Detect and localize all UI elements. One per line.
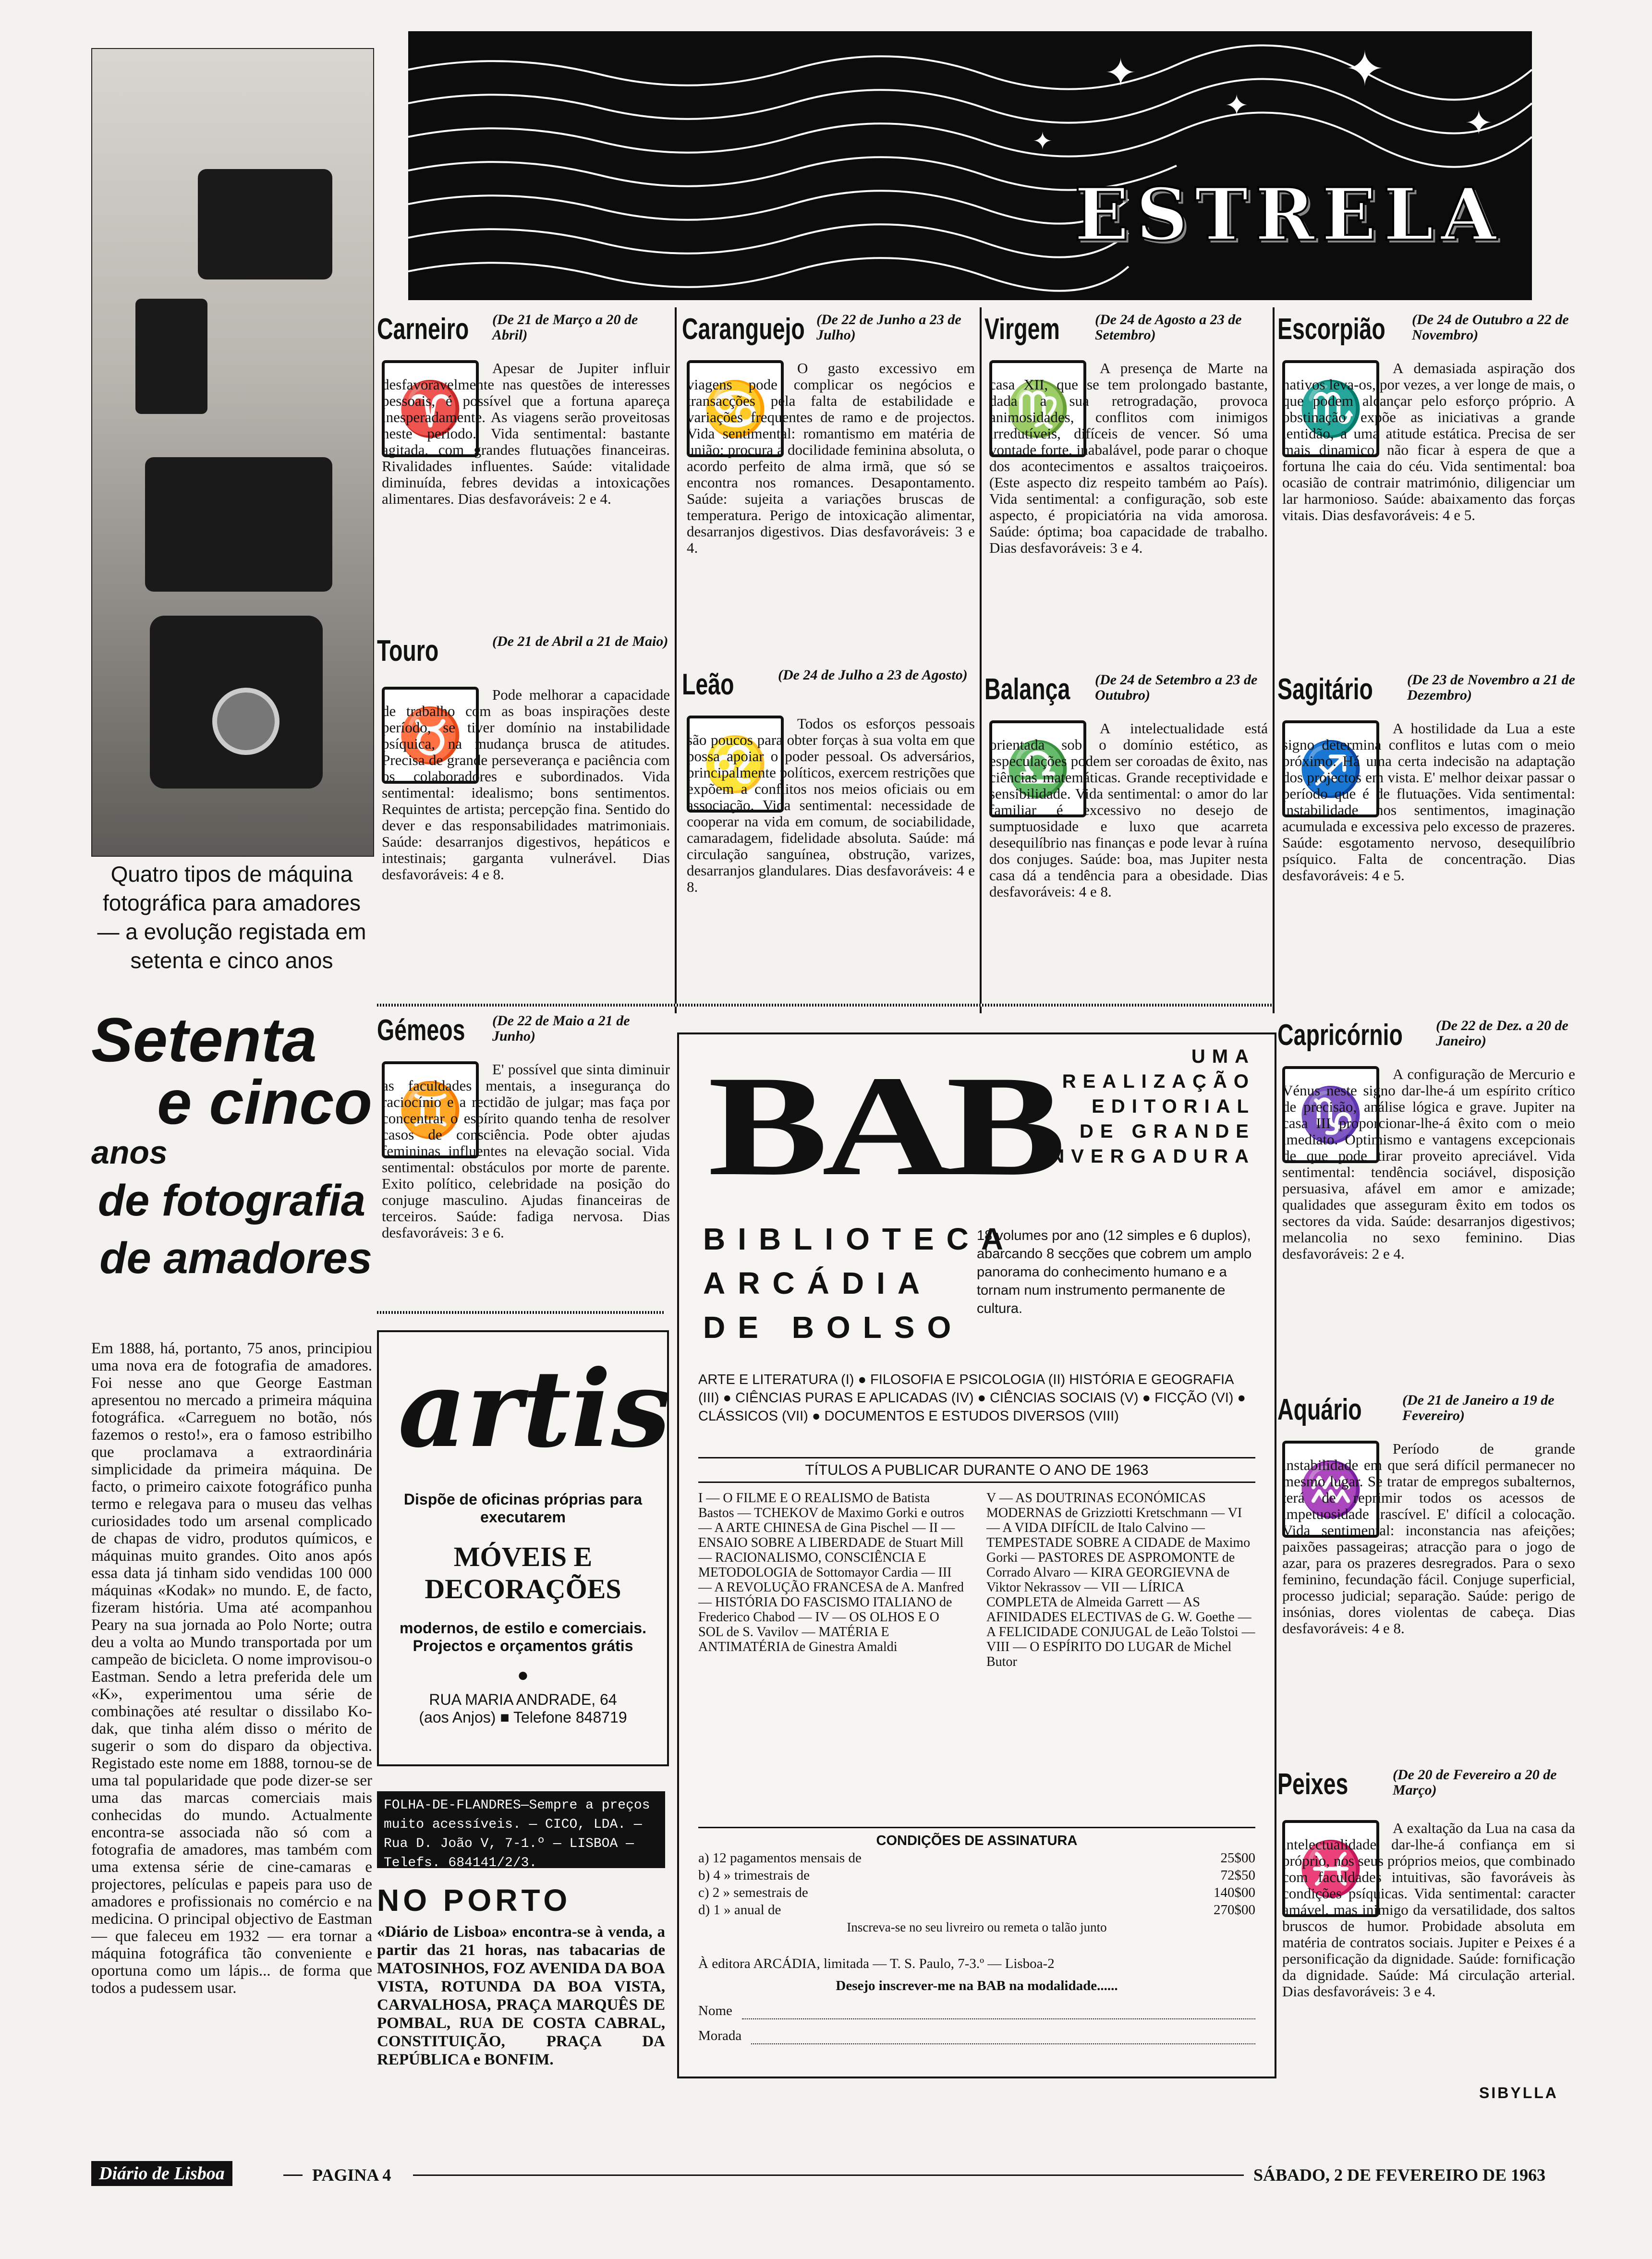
footer-rule xyxy=(413,2174,1244,2176)
gemini-icon: ♊ xyxy=(382,1061,479,1158)
artis-phone: (aos Anjos) ■ Telefone 848719 xyxy=(419,1709,627,1726)
sign-text: Todos os esforços pessoais são poucos para obter forças à sua volta em que possa apoiar o poder pessoal. Os adversários, principalmente políticos, exercem restrições que expõem a conflitos nos meios oficiais ou em associação. Vida sentimental: necessidade de cooperar na vida em comum, de sociabilidade, camaradagem, fidelidade absoluta. Saúde: má circulação sanguínea, obstrução, varizes, desarranjos glandulares. Dias desfavoráveis: 4 e 8. xyxy=(687,716,975,895)
biblio-line: ARCÁDIA xyxy=(703,1266,933,1300)
bab-title xyxy=(703,1217,1016,1349)
star-icon: ✦ xyxy=(1465,105,1493,142)
star-icon: ✦ xyxy=(1032,128,1053,155)
sign-date: (De 22 de Dez. a 20 de Janeiro) xyxy=(1436,1018,1568,1049)
sign-date: (De 21 de Março a 20 de Abril) xyxy=(492,312,638,343)
taurus-icon: ♉ xyxy=(382,687,479,784)
footer-rule xyxy=(283,2174,303,2176)
artis-line-3: modernos, de estilo e comerciais. Projectos e orçamentos grátis xyxy=(400,1619,646,1654)
page-footer xyxy=(91,2161,1580,2190)
sign-name: Gémeos xyxy=(377,1014,465,1047)
sign-sagitario xyxy=(1277,672,1575,999)
bab-titles-left: I — O FILME E O REALISMO de Batista Bastos — TCHEKOV de Maximo Gorki e outros — A ARTE CHINESA de Gina Pischel — II — ENSAIO SOBRE A LIBERDADE de Stuart Mill — RACIONALISMO, CONSCIÊNCIA E METODOLOGIA de Sottomayor Cardia — III — A REVOLUÇÃO FRANCESA de A. Manfred — HISTÓRIA DO FASCISMO ITALIANO de Frederico Chabod — IV — OS OLHOS E O SOL de S. Vavilov — MATÉRIA E ANTIMATÉRIA de Ginestra Amaldi xyxy=(698,1491,964,1654)
section-divider xyxy=(377,1311,665,1314)
conditions-note: Inscreva-se no seu livreiro ou remeta o talão junto xyxy=(847,1920,1107,1934)
sign-touro xyxy=(377,634,670,970)
headline-line-3: anos xyxy=(91,1134,168,1171)
editor-address: À editora ARCÁDIA, limitada — T. S. Paulo, 7-3.º — Lisboa-2 xyxy=(698,1956,1055,1971)
artis-address: RUA MARIA ANDRADE, 64 xyxy=(429,1691,617,1708)
page-number: PAGINA 4 xyxy=(312,2165,391,2185)
article-headline xyxy=(91,1005,372,1287)
biblio-line: DE BOLSO xyxy=(703,1310,964,1345)
condition-label: d) 1 » anual de xyxy=(698,1902,781,1918)
headline-line-2: e cinco xyxy=(157,1067,372,1137)
sign-name: Caranguejo xyxy=(682,313,805,346)
sign-text: A presença de Marte na casa XII, que se tem prolongado bastante, dada a sua retrogradação, provoca animosidades, conflitos com inimigos irredutíveis, difíceis de vencer. Só uma vontade forte, inabalável, pode parar o choque dos acontecimentos e assaltos traiçoeiros. (Este aspecto diz respeito também ao País). Vida sentimental: a configuração, sob este aspecto, é propiciatória na vida amorosa. Saúde: óptima; boa capacidade de trabalho. Dias desfavoráveis: 3 e 4. xyxy=(989,360,1268,556)
sign-text: A intelectualidade está orientada sob o domínio estético, as especulações podem ser coroadas de êxito, nas ciências matemáticas. Grande receptividade e sensibilidade. Vida sentimental: o amor do lar familiar é excessivo no desejo de sumptuosidade e luxo que acarreta desequilíbrio nas finanças e pode levar à ruína dos conjuges. Saúde: boa, mas Jupiter nesta casa dá a tendência para a obesidade. Dias desfavoráveis: 4 e 8. xyxy=(989,720,1268,900)
sign-escorpiao xyxy=(1277,312,1575,648)
condition-row xyxy=(698,1849,1255,1867)
article-body: Em 1888, há, portanto, 75 anos, principiou uma nova era de fotografia de amadores. Foi nesse ano que George Eastman apresentou no mercado a primeira máquina fotográfica. «Carreguem no botão, nós fazemos o resto!», era o famoso estribilho que proclamava a extraordinária simplicidade da primeira máquina. De facto, o primeiro caixote fotográfico punha termo e relegava para o museu das velhas curiosidades todo um arsenal complicado de chapas de vidro, produtos químicos, e máquinas muito grandes. Oito anos após essa data já tinham sido vendidas 100 000 máquinas «Kodak» no mundo. E, de facto, fizeram história. Uma até acompanhou Peary na sua jornada ao Polo Norte; outra deu a volta ao Mundo transportada por um campeão de bicicleta. O nome improvisou-o Eastman. Sendo a letra preferida dele um «K», experimentou uma série de combinações até resultar o dissilabo Ko-dak, que tinha além disso o mérito de sugerir o som do disparo da objectiva. Registado este nome em 1888, tornou-se de uma tal popularidade que pode dizer-se ser uma das marcas comerciais mais conhecidas do mundo. Actualmente encontra-se associada não só com a fotografia de amadores, mas também com uma extensa série de cine-camaras e projectores, películas e papeis para uso de amadores e profissionais no comércio e na medicina. O principal objectivo de Eastman — que faleceu em 1932 — era tornar a máquina fotográfica tão conveniente e oportuna como um lápis... de forma que todos a pudessem usar. xyxy=(91,1340,372,1997)
bab-conditions xyxy=(698,1827,1255,2044)
sign-caranguejo xyxy=(682,312,975,648)
headline-line-4: de fotografia xyxy=(97,1176,366,1225)
column-divider xyxy=(675,307,677,1013)
sign-date: (De 22 de Junho a 23 de Julho) xyxy=(816,312,961,343)
name-row xyxy=(698,2002,1255,2019)
sign-aquario xyxy=(1277,1393,1575,1738)
bab-titles-header: TÍTULOS A PUBLICAR DURANTE O ANO DE 1963 xyxy=(698,1457,1255,1483)
sign-capricornio xyxy=(1277,1018,1575,1364)
sign-date: (De 21 de Janeiro a 19 de Fevereiro) xyxy=(1402,1392,1555,1423)
star-icon: ✦ xyxy=(1345,43,1385,96)
condition-row xyxy=(698,1901,1255,1919)
section-divider xyxy=(377,1004,1273,1007)
tagline-line: DE GRANDE xyxy=(1079,1121,1255,1142)
bab-advertisement xyxy=(677,1032,1276,2078)
artis-logo: artis xyxy=(398,1347,671,1471)
artis-line-2: MÓVEIS E DECORAÇÕES xyxy=(425,1541,621,1604)
lens-icon xyxy=(212,688,279,755)
sign-peixes xyxy=(1277,1767,1575,2079)
sign-text: E' possível que sinta diminuir as faculdades mentais, a insegurança do raciocínio e a rectidão de julgar; mas faça por concentrar o espírito quando tenha de resolver casos de consciência. Pode obter ajudas femininas influentes na elevação social. Vida sentimental: obstáculos por morte de parente. Exito político, celebridade na posição do conjuge masculino. Ajudas financeiras de terceiros. Saúde: fadiga nervosa. Dias desfavoráveis: 3 e 6. xyxy=(382,1061,670,1241)
condition-label: c) 2 » semestrais de xyxy=(698,1885,808,1900)
newspaper-masthead: Diário de Lisboa xyxy=(91,2161,232,2186)
sign-text: O gasto excessivo em viagens pode complicar os negócios e transacções pela falta de estabilidade e variações frequentes de ramo e de projectos. Vida sentimental: romantismo em matéria de união; procura a docilidade feminina absoluta, o acordo perfeito de alma irmã, que só se encontra nos romances. Desapontamento. Saúde: sujeita a variações bruscas de temperatura. Perigo de intoxicação alimentar, desarranjos digestivos. Dias desfavoráveis: 3 e 4. xyxy=(687,360,975,556)
star-icon: ✦ xyxy=(1225,90,1249,121)
tagline-line: REALIZAÇÃO xyxy=(1062,1071,1255,1092)
porto-notice xyxy=(377,1882,665,2069)
cancer-icon: ♋ xyxy=(687,360,784,457)
sign-leao xyxy=(682,668,975,999)
condition-row xyxy=(698,1867,1255,1884)
aquarius-icon: ♒ xyxy=(1282,1441,1379,1538)
virgo-icon: ♍ xyxy=(989,360,1086,457)
headline-line-1: Setenta xyxy=(91,1005,317,1075)
sign-name: Carneiro xyxy=(377,313,469,346)
camera-box-1 xyxy=(198,169,332,279)
sign-name: Capricórnio xyxy=(1277,1019,1403,1052)
artis-copy xyxy=(389,1491,657,1726)
sign-name: Sagitário xyxy=(1277,673,1373,706)
name-field[interactable] xyxy=(742,2002,1255,2019)
aries-icon: ♈ xyxy=(382,360,479,457)
photo-caption: Quatro tipos de máquina fotográfica para amadores — a evolução registada em setenta e cinco anos xyxy=(97,862,366,973)
sign-carneiro xyxy=(377,312,670,624)
sign-text: Pode melhorar a capacidade de trabalho com as boas inspirações deste período, se tiver domínio na instabilidade psíquica, na mudança brusca de atitudes. Precisa de grande perseverança e paciência com os colaboradores e subordinados. Vida sentimental: idealismo; bons sentimentos. Requintes de artista; percepção fina. Sentido do dever e das responsabilidades matrimoniais. Saúde: desarranjos digestivos, hepáticos e intestinais; garganta vulnerável. Dias desfavoráveis: 4 e 8. xyxy=(382,687,670,883)
camera-photo xyxy=(91,48,374,857)
artis-line-1: Dispõe de oficinas próprias para executarem xyxy=(403,1491,643,1526)
tagline-line: ENVERGADURA xyxy=(1031,1146,1255,1167)
headline-line-5: de amadores xyxy=(99,1234,372,1283)
artis-advertisement xyxy=(377,1330,669,1766)
camera-box-2 xyxy=(135,299,207,414)
scorpio-icon: ♏ xyxy=(1282,360,1379,457)
sign-date: (De 24 de Outubro a 22 de Novembro) xyxy=(1412,312,1569,343)
sign-date: (De 24 de Julho a 23 de Agosto) xyxy=(778,667,968,683)
address-field[interactable] xyxy=(751,2027,1255,2044)
star-icon: ✦ xyxy=(1105,52,1137,95)
sign-date: (De 22 de Maio a 21 de Junho) xyxy=(492,1013,630,1044)
sign-gemeos xyxy=(377,1013,670,1301)
condition-label: b) 4 » trimestrais de xyxy=(698,1868,810,1883)
condition-label: a) 12 pagamentos mensais de xyxy=(698,1850,862,1866)
biblio-line: BIBLIOTECA xyxy=(703,1222,1016,1256)
name-label: Nome xyxy=(698,2003,732,2018)
sign-date: (De 20 de Fevereiro a 20 de Março) xyxy=(1393,1767,1557,1798)
pisces-icon: ♓ xyxy=(1282,1820,1379,1917)
horoscope-banner xyxy=(408,31,1532,300)
condition-row xyxy=(698,1884,1255,1901)
horoscope-title: ESTRELA xyxy=(1074,172,1503,257)
subscribe-line: Desejo inscrever-me na BAB na modalidade...... xyxy=(836,1978,1118,1993)
address-label: Morada xyxy=(698,2028,742,2043)
sign-name: Virgem xyxy=(984,313,1060,346)
libra-icon: ♎ xyxy=(989,720,1086,817)
sign-name: Touro xyxy=(377,634,439,668)
sign-balanca xyxy=(984,672,1268,999)
bab-tagline xyxy=(1031,1044,1255,1169)
bab-titles-right: V — AS DOUTRINAS ECONÓMICAS MODERNAS de Grizziotti Kretschmann — VI — A VIDA DIFÍCIL de Italo Calvino — TEMPESTADE SOBRE A CIDADE de Maximo Gorki — PASTORES DE ASPROMONTE de Corrado Alvaro — KIRA GEORGIEVNA de Viktor Nekrassov — VII — LÍRICA COMPLETA de Almeida Garrett — AS AFINIDADES ELECTIVAS de G. W. Goethe — A FELICIDADE CONJUGAL de Leão Tolstoi — VIII — O ESPÍRITO DO LUGAR de Michel Butor xyxy=(986,1491,1255,1669)
sign-text: A exaltação da Lua na casa da intelectualidade dar-lhe-á confiança em si próprio, nos seus próprios meios, que combinado com faculdades intuitivas, são favoráveis às condições psíquicas. Vida sentimental: caracter amável, mas inimigo da versatilidade, dos saltos bruscos de humor. Probidade absoluta em matéria de contratos sociais. Jupiter e Peixes é a personificação da dignidade. Saúde: fornificação da dignidade. Saúde: Má circulação arterial. Dias desfavoráveis: 3 e 4. xyxy=(1282,1820,1575,2000)
sign-name: Leão xyxy=(682,668,734,701)
porto-text: «Diário de Lisboa» encontra-se à venda, a partir das 21 horas, nas tabacarias de MATOSINHOS, FOZ AVENIDA DA BOA VISTA, ROTUNDA DA BOA VISTA, CARVALHOSA, PRAÇA MARQUÊS DE POMBAL, RUA DE COSTA CABRAL, CONSTITUIÇÃO, PRAÇA DA REPÚBLICA e BONFIM. xyxy=(377,1923,665,2068)
sign-text: Apesar de Jupiter influir desfavoravelmente nas questões de interesses pessoais, é possível que a fortuna apareça inesperadamente. As viagens serão proveitosas neste período. Vida sentimental: bastante agitada, com grandes flutuações financeiras. Rivalidades influentes. Saúde: vitalidade diminuída, febres devidas a intoxicações alimentares. Dias desfavoráveis: 2 e 4. xyxy=(382,360,670,507)
sign-text: A demasiada aspiração dos nativos leva-os, por vezes, a ver longe de mais, o que podem alcançar pelo esforço próprio. A obstinação expõe as iniciativas a grande lentidão, a uma atitude estática. Precisa de ser mais dinamico, não ficar à espera de que a fortuna lhe caia do céu. Vida sentimental: boa ocasião de contrair matrimónio, diligenciar um lar harmonioso. Saúde: abaixamento das forças vitais. Dias desfavoráveis: 4 e 5. xyxy=(1282,360,1575,523)
sign-date: (De 23 de Novembro a 21 de Dezembro) xyxy=(1407,672,1575,703)
camera-box-4 xyxy=(150,616,323,789)
bab-description: 18 volumes por ano (12 simples e 6 duplos), abarcando 8 secções que cobrem um amplo panorama do conhecimento humano e a tornam num instrumento permanente de cultura. xyxy=(977,1228,1252,1316)
tagline-line: EDITORIAL xyxy=(1092,1096,1255,1117)
sign-date: (De 21 de Abril a 21 de Maio) xyxy=(492,633,668,649)
bab-logo: BAB xyxy=(708,1046,1060,1205)
sign-name: Aquário xyxy=(1277,1393,1362,1426)
camera-box-3 xyxy=(145,457,332,592)
sign-virgem xyxy=(984,312,1268,668)
sign-date: (De 24 de Agosto a 23 de Setembro) xyxy=(1095,312,1242,343)
condition-value: 25$00 xyxy=(1220,1850,1255,1866)
sign-text: Período de grande instabilidade em que será difícil permanecer no mesmo lugar. Se tratar de empregos subalternos, terá de reprimir todos os acessos de impetuosidade irascível. E' difícil a colocação. Vida sentimental: inconstancia nas afeições; paixões passageiras; atracção para o jogo de azar, para os prazeres desregrados. Para o sexo feminino, fecundação fácil. Conjuge superficial, processo judicial; separação. Saúde: perigo de insónias, dores violentas de cabeça. Dias desfavoráveis: 4 e 8. xyxy=(1282,1441,1575,1637)
sign-date: (De 24 de Setembro a 23 de Outubro) xyxy=(1095,672,1258,703)
porto-title: NO PORTO xyxy=(377,1883,571,1918)
condition-value: 270$00 xyxy=(1214,1902,1255,1918)
capricorn-icon: ♑ xyxy=(1282,1066,1379,1163)
folha-advertisement: FOLHA-DE-FLANDRES—Sempre a preços muito acessíveis. — CICO, LDA. — Rua D. João V, 7-1.º — LISBOA — Telefs. 684141/2/3. xyxy=(377,1791,665,1868)
leo-icon: ♌ xyxy=(687,716,784,813)
sign-name: Escorpião xyxy=(1277,313,1385,346)
bullet-icon: ● xyxy=(517,1664,529,1686)
conditions-title: CONDIÇÕES DE ASSINATURA xyxy=(698,1827,1255,1849)
column-divider xyxy=(980,307,982,1013)
address-row xyxy=(698,2027,1255,2044)
tagline-line: UMA xyxy=(1191,1046,1255,1067)
bab-categories: ARTE E LITERATURA (I) ● FILOSOFIA E PSICOLOGIA (II) HISTÓRIA E GEOGRAFIA (III) ● CIÊNCIAS PURAS E APLICADAS (IV) ● CIÊNCIAS SOCIAIS (V) ● FICÇÃO (VI) ● CLÁSSICOS (VII) ● DOCUMENTOS E ESTUDOS DIVERSOS (VIII) xyxy=(698,1372,1246,1424)
sagittarius-icon: ♐ xyxy=(1282,720,1379,817)
sign-name: Balança xyxy=(984,673,1070,706)
horoscope-signature: SIBYLLA xyxy=(1479,2084,1558,2101)
column-divider xyxy=(1273,307,1275,1013)
issue-date: SÁBADO, 2 DE FEVEREIRO DE 1963 xyxy=(1253,2165,1546,2185)
sign-text: A configuração de Mercurio e Vénus neste signo dar-lhe-á um espírito crítico de precisão, análise lógica e grave. Jupiter na casa III proporcionar-lhe-á êxito com o meio imediato. Optimismo e vantagens excepcionais de que pode tirar proveito apreciável. Vida sentimental: tendência sociável, disposição persuasiva, afável em amor e amizade; qualidades que asseguram êxito em todos os sectores da vida. Saúde: desarranjos digestivos; melancolia no sexo feminino. Dias desfavoráveis: 2 e 4. xyxy=(1282,1066,1575,1262)
condition-value: 140$00 xyxy=(1214,1885,1255,1900)
condition-value: 72$50 xyxy=(1220,1868,1255,1883)
sign-name: Peixes xyxy=(1277,1768,1348,1801)
sign-text: A hostilidade da Lua a este signo determina conflitos e lutas com o meio próximo. Há uma certa indecisão na adaptação dos projectos em vista. E' melhor deixar passar o período que é de flutuações. Vida sentimental: instabilidade nos sentimentos, imaginação acumulada e excessiva pelo excesso de prazeres. Saúde: esgotamento nervoso, desequilíbrio psíquico. Falta de concentração. Dias desfavoráveis: 4 e 5. xyxy=(1282,720,1575,884)
